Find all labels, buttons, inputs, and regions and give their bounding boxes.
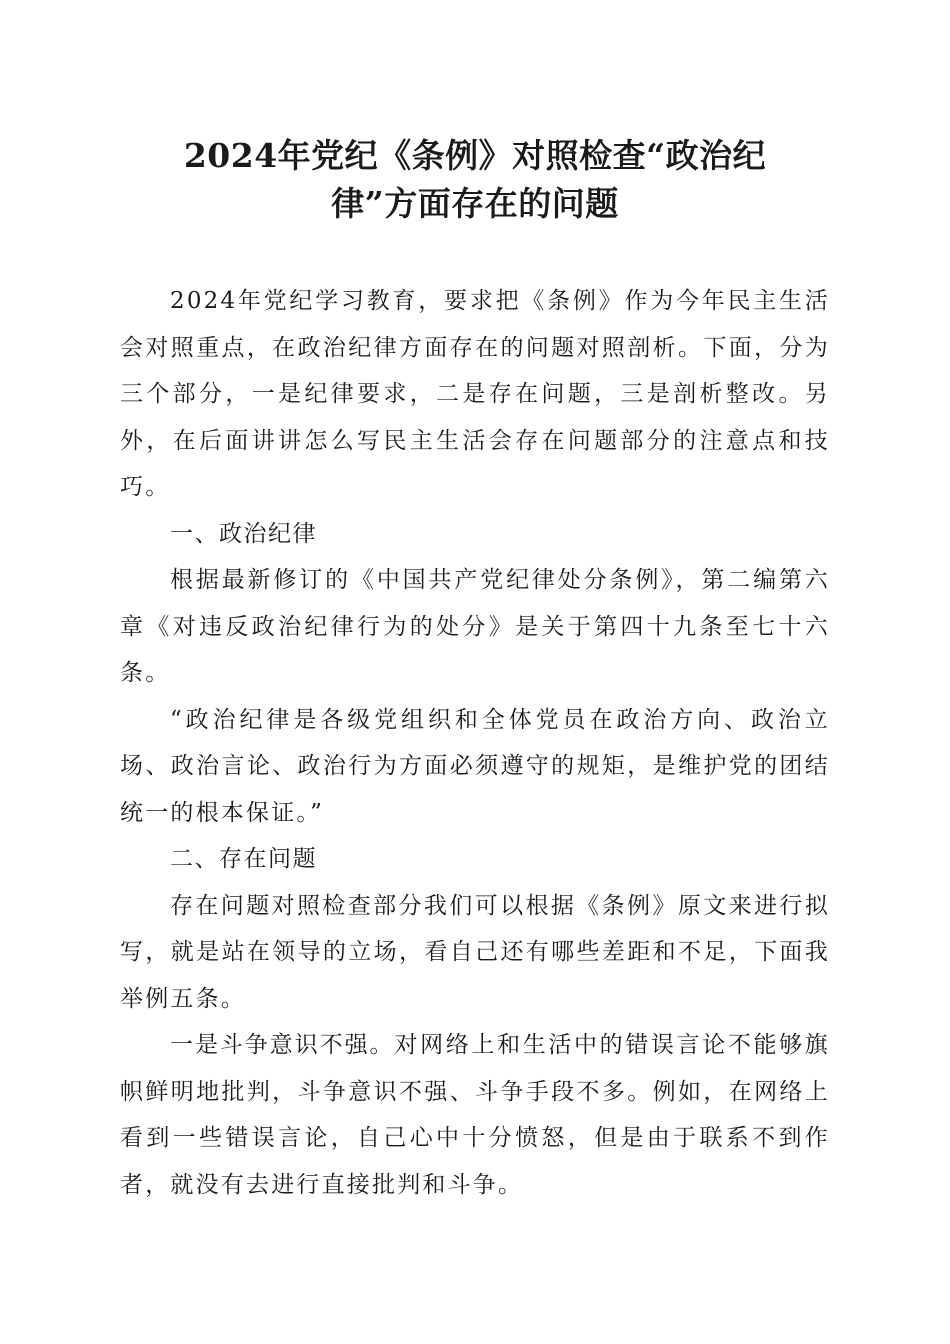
document-body <box>120 278 830 1208</box>
title-line-1: 2024年党纪《条例》对照检查“政治纪 <box>183 136 767 175</box>
problem-item-1-lead: 一是斗争意识不强。 <box>170 1032 395 1058</box>
section1-paragraph-2: “政治纪律是各级党组织和全体党员在政治方向、政治立场、政治言论、政治行为方面必须遵守的规矩，是维护党的团结统一的根本保证。” <box>120 706 830 826</box>
section-heading-political-discipline: 一、政治纪律 <box>170 520 317 547</box>
problem-item-1 <box>120 1022 830 1208</box>
title-line-2: 律”方面存在的问题 <box>331 184 619 223</box>
section1-paragraph-1: 根据最新修订的《中国共产党纪律处分条例》，第二编第六章《对违反政治纪律行为的处分》是关于第四十九条至七十六条。 <box>120 567 830 686</box>
section2-paragraph-1: 存在问题对照检查部分我们可以根据《条例》原文来进行拟写，就是站在领导的立场，看自己还有哪些差距和不足，下面我举例五条。 <box>120 892 830 1012</box>
document-title <box>120 132 830 228</box>
intro-paragraph: 2024年党纪学习教育，要求把《条例》作为今年民主生活会对照重点，在政治纪律方面存在的问题对照剖析。下面，分为三个部分，一是纪律要求，二是存在问题，三是剖析整改。另外，在后面讲讲怎么写民主生活会存在问题部分的注意点和技巧。 <box>120 288 830 500</box>
problem-item-1-text: 对网络上和生活中的错误言论不能够旗帜鲜明地批判，斗争意识不强、斗争手段不多。例如，在网络上看到一些错误言论，自己心中十分愤怒，但是由于联系不到作者，就没有去进行直接批判和斗争。 <box>120 1032 831 1198</box>
section-heading-existing-problems: 二、存在问题 <box>170 846 317 872</box>
